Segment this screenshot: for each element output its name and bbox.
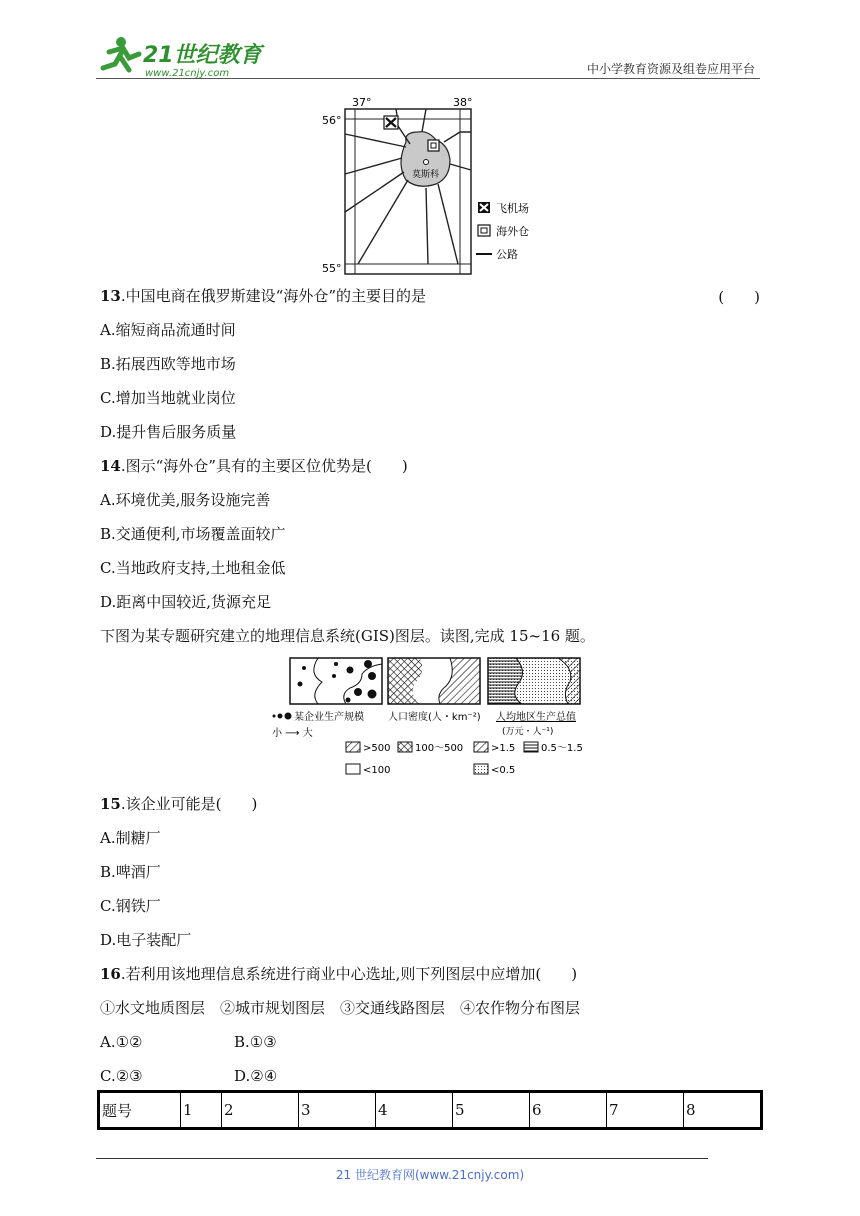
- option-b: B.拓展西欧等地市场: [100, 355, 236, 373]
- answer-cell[interactable]: 1: [181, 1092, 222, 1129]
- lon-left-label: 37°: [352, 96, 372, 109]
- question-14: [100, 456, 408, 476]
- question-16: [100, 964, 577, 984]
- caption-scale: 小 ⟶ 大: [272, 728, 313, 739]
- caption-population: 人口密度(人・km⁻²): [388, 712, 481, 723]
- option-a: A.环境优美,服务设施完善: [100, 491, 271, 509]
- legend-label: 0.5～1.5: [541, 743, 583, 754]
- legend-label: <0.5: [491, 765, 516, 776]
- caption-enterprise: 某企业生产规模: [294, 712, 364, 723]
- option-d: D.距离中国较近,货源充足: [100, 593, 272, 611]
- question-15: [100, 794, 257, 814]
- gis-intro: 下图为某专题研究建立的地理信息系统(GIS)图层。读图,完成 15~16 题。: [100, 627, 595, 645]
- option-c: C.②③: [100, 1067, 143, 1085]
- option-b: B.交通便利,市场覆盖面较广: [100, 525, 286, 543]
- option-b: B.啤酒厂: [100, 863, 161, 881]
- gdp-per-capita-layer: [488, 658, 580, 704]
- legend-label: >1.5: [491, 743, 516, 754]
- size-dots-icon: [273, 713, 292, 720]
- legend-swatch-blank: [346, 764, 360, 774]
- option-c: C.当地政府支持,土地租金低: [100, 559, 286, 577]
- logo-text: 21世纪教育: [143, 43, 262, 68]
- table-row: [99, 1092, 762, 1129]
- answer-cell[interactable]: 5: [453, 1092, 530, 1129]
- warehouse-marker: [428, 140, 439, 151]
- option-d: D.提升售后服务质量: [100, 423, 237, 441]
- question-number: 13: [100, 287, 121, 305]
- question-text: .中国电商在俄罗斯建设“海外仓”的主要目的是: [120, 287, 426, 305]
- option-a: A.缩短商品流通时间: [100, 321, 236, 339]
- table-header-cell: 题号: [99, 1092, 181, 1129]
- question-statements: ①水文地质图层 ②城市规划图层 ③交通线路图层 ④农作物分布图层: [100, 999, 581, 1017]
- legend-road-label: 公路: [496, 248, 518, 261]
- legend-label: 100～500: [415, 743, 464, 754]
- legend-airport-label: 飞机场: [496, 202, 529, 215]
- answer-cell[interactable]: 3: [299, 1092, 376, 1129]
- legend-swatch-diag: [346, 742, 360, 752]
- runner-icon: [103, 37, 139, 70]
- option-a: A.制糖厂: [100, 829, 161, 847]
- legend-label: >500: [363, 743, 391, 754]
- answer-cell[interactable]: 6: [530, 1092, 607, 1129]
- question-text: .若利用该地理信息系统进行商业中心选址,则下列图层中应增加( ): [120, 965, 578, 983]
- option-c: C.钢铁厂: [100, 897, 161, 915]
- airport-marker: [384, 116, 398, 129]
- legend-swatch-dots: [474, 764, 488, 774]
- site-logo: [95, 32, 265, 80]
- option-d: D.②④: [234, 1067, 278, 1085]
- question-number: 14: [100, 457, 121, 475]
- caption-gdp: 人均地区生产总值: [496, 712, 576, 723]
- enterprise-layer: [290, 658, 382, 704]
- legend-swatch-diag: [474, 742, 488, 752]
- gis-layers-figure: [270, 654, 600, 786]
- answer-paren: ( ): [718, 288, 760, 306]
- question-number: 15: [100, 795, 121, 813]
- airport-icon: [478, 202, 490, 213]
- platform-label: 中小学教育资源及组卷应用平台: [586, 62, 755, 76]
- option-c: C.增加当地就业岗位: [100, 389, 236, 407]
- lat-top-label: 56°: [322, 114, 342, 127]
- moscow-map: [318, 92, 548, 286]
- answer-cell[interactable]: 4: [376, 1092, 453, 1129]
- lon-right-label: 38°: [453, 96, 473, 109]
- legend-warehouse-label: 海外仓: [496, 225, 529, 238]
- option-b: B.①③: [234, 1033, 277, 1051]
- logo-url: www.21cnjy.com: [145, 68, 230, 79]
- option-a: A.①②: [100, 1033, 143, 1051]
- question-13: [100, 286, 426, 306]
- population-density-layer: [388, 658, 480, 704]
- footer-link[interactable]: 21 世纪教育网(www.21cnjy.com): [335, 1168, 525, 1182]
- legend-swatch-horiz: [524, 742, 538, 752]
- legend-swatch-cross: [398, 742, 412, 752]
- question-number: 16: [100, 965, 121, 983]
- answer-table: [97, 1090, 763, 1130]
- answer-cell[interactable]: 8: [684, 1092, 762, 1129]
- answer-cell[interactable]: 2: [222, 1092, 299, 1129]
- warehouse-icon: [478, 225, 490, 236]
- city-label: 莫斯科: [412, 170, 440, 180]
- question-text: .图示“海外仓”具有的主要区位优势是( ): [120, 457, 408, 475]
- caption-gdp-unit: (万元・人⁻¹): [502, 727, 554, 737]
- legend-label: <100: [363, 765, 391, 776]
- footer-divider: [96, 1158, 708, 1159]
- question-text: .该企业可能是( ): [120, 795, 258, 813]
- answer-cell[interactable]: 7: [607, 1092, 684, 1129]
- option-d: D.电子装配厂: [100, 931, 192, 949]
- lat-bottom-label: 55°: [322, 262, 342, 275]
- header-divider: [96, 78, 760, 79]
